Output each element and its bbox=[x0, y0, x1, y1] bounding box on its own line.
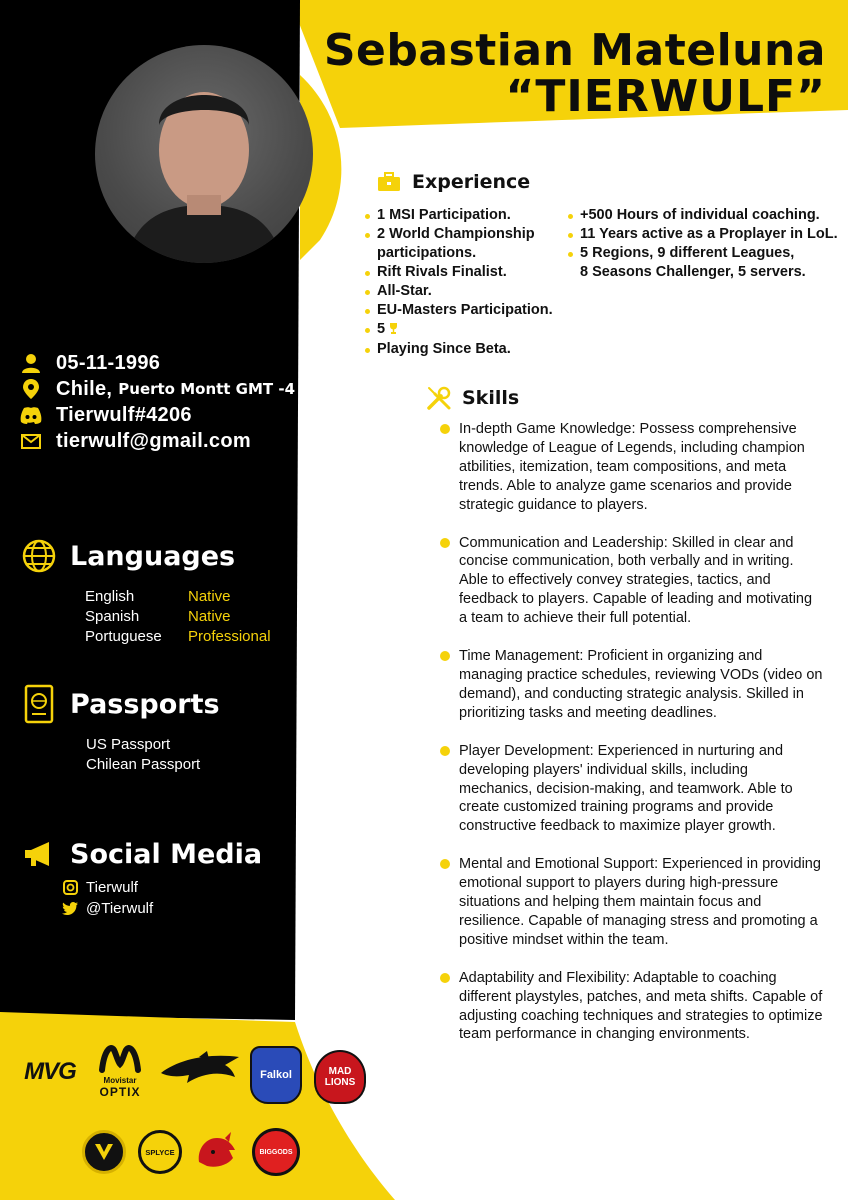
passports-heading bbox=[22, 686, 220, 722]
discord-row bbox=[20, 402, 295, 428]
list-item bbox=[85, 608, 271, 628]
trophy-icon bbox=[389, 321, 398, 340]
list-item: Time Management: Proficient in organizing and managing practice schedules, reviewing VODs (video on demand), and conducting strategic analysis. Skilled in prioritizing tasks and meeting deadlines. bbox=[438, 647, 823, 723]
email[interactable]: tierwulf@gmail.com bbox=[56, 429, 251, 452]
movistar-label: Movistar bbox=[103, 1075, 137, 1085]
social-heading bbox=[22, 836, 262, 872]
list-item bbox=[365, 320, 553, 340]
list-item: 1 MSI Participation. bbox=[365, 206, 553, 225]
language-level: Native bbox=[188, 608, 231, 625]
birthdate-row bbox=[20, 350, 295, 376]
tools-icon bbox=[426, 386, 452, 410]
languages-title: Languages bbox=[70, 540, 236, 572]
location-pin-icon bbox=[20, 378, 42, 400]
list-item: +500 Hours of individual coaching. bbox=[568, 206, 838, 225]
vodafone-giants-logo bbox=[82, 1130, 126, 1174]
instagram-icon bbox=[62, 880, 78, 896]
biggods-logo: BIGGODS bbox=[252, 1128, 300, 1176]
list-item: EU-Masters Participation. bbox=[365, 301, 553, 320]
experience-title: Experience bbox=[412, 171, 531, 193]
passports-title: Passports bbox=[70, 688, 220, 720]
list-item: US Passport bbox=[86, 736, 171, 753]
user-icon bbox=[20, 352, 42, 374]
list-item: 2 World Championship bbox=[365, 225, 553, 244]
list-item: 11 Years active as a Proplayer in LoL. bbox=[568, 225, 838, 244]
discord-handle[interactable]: Tierwulf#4206 bbox=[56, 403, 192, 426]
name-line-1: Sebastian Mateluna bbox=[323, 25, 826, 76]
list-item: Mental and Emotional Support: Experienced in providing emotional support to players during high-pressure situations and helping them maintain focus and resilience. Capable of managing stress and promoting a positive mindset within the team. bbox=[438, 855, 823, 950]
experience-heading bbox=[376, 170, 530, 194]
email-row bbox=[20, 428, 295, 454]
shark-logo bbox=[158, 1048, 242, 1094]
list-item-continuation: 8 Seasons Challenger, 5 servers. bbox=[580, 264, 806, 280]
trophy-count: 5 bbox=[377, 321, 386, 337]
lions-label: LIONS bbox=[324, 1077, 356, 1088]
instagram-row[interactable] bbox=[62, 877, 153, 898]
experience-column-2 bbox=[568, 206, 838, 282]
falkol-logo: Falkol bbox=[250, 1046, 302, 1104]
list-item: Communication and Leadership: Skilled in clear and concise communication, both verbally and in writing. Able to effectively convey strategies, tactics, and feedback to players. Capable of leading and motivating a team to achieve their full potential. bbox=[438, 534, 823, 629]
passport-icon bbox=[22, 686, 56, 722]
location: Chile, bbox=[56, 377, 113, 400]
avatar-silhouette bbox=[95, 45, 313, 263]
language-name: Portuguese bbox=[85, 628, 162, 645]
birthdate: 05-11-1996 bbox=[56, 351, 161, 374]
list-item: Rift Rivals Finalist. bbox=[365, 263, 553, 282]
mail-icon bbox=[20, 430, 42, 452]
languages-heading bbox=[22, 538, 235, 574]
language-level: Native bbox=[188, 588, 231, 605]
passports-list bbox=[86, 736, 200, 776]
list-item: All-Star. bbox=[365, 282, 553, 301]
list-item: Adaptability and Flexibility: Adaptable to coaching different playstyles, patches, and meta shifts. Capable of adjusting coaching techniques and strategies to optimize team performance in changing environments. bbox=[438, 969, 823, 1045]
social-list bbox=[62, 877, 153, 919]
list-item: Playing Since Beta. bbox=[365, 340, 553, 359]
mvg-logo: MVG bbox=[24, 1058, 76, 1085]
language-level: Professional bbox=[188, 628, 271, 645]
discord-icon bbox=[20, 404, 42, 426]
contact-info bbox=[20, 350, 295, 454]
megaphone-icon bbox=[22, 836, 56, 872]
mad-lions-logo bbox=[314, 1050, 366, 1104]
location-row bbox=[20, 376, 295, 402]
language-name: Spanish bbox=[85, 608, 140, 625]
page-title bbox=[323, 25, 826, 123]
optix-label: OPTIX bbox=[99, 1084, 141, 1099]
twitter-handle[interactable]: @Tierwulf bbox=[86, 900, 154, 917]
social-title: Social Media bbox=[70, 838, 263, 870]
avatar bbox=[95, 45, 313, 263]
list-item: In-depth Game Knowledge: Possess comprehensive knowledge of League of Legends, including champion atbilities, itemization, team compositions, and meta trends. Able to analyze game scenarios and provide strategic guidance to players. bbox=[438, 420, 823, 515]
language-name: English bbox=[85, 588, 135, 605]
movistar-optix-logo bbox=[92, 1030, 148, 1110]
briefcase-icon bbox=[376, 170, 402, 194]
skills-heading bbox=[426, 386, 519, 410]
instagram-handle[interactable]: Tierwulf bbox=[86, 879, 138, 896]
name-line-2: “TIERWULF” bbox=[505, 71, 826, 123]
list-item: 5 Regions, 9 different Leagues, bbox=[568, 244, 838, 263]
list-item bbox=[85, 588, 271, 608]
mad-label: MAD bbox=[328, 1066, 352, 1077]
list-item: Player Development: Experienced in nurturing and developing players' individual skills, including mechanics, decision-making, and teamwork. Able to create customized training programs and provide constructive feedback to maximize player growth. bbox=[438, 742, 823, 837]
splyce-logo: SPLYCE bbox=[138, 1130, 182, 1174]
skills-title: Skills bbox=[462, 387, 520, 409]
list-item: Chilean Passport bbox=[86, 756, 201, 773]
list-item bbox=[85, 628, 271, 648]
twitter-icon bbox=[62, 901, 78, 917]
rhino-logo bbox=[194, 1130, 240, 1174]
globe-icon bbox=[22, 538, 56, 574]
skills-list bbox=[438, 420, 823, 1063]
experience-column-1 bbox=[365, 206, 553, 359]
languages-list bbox=[85, 588, 271, 648]
location-detail: Puerto Montt GMT -4 bbox=[118, 380, 296, 398]
twitter-row[interactable] bbox=[62, 898, 153, 919]
team-logos bbox=[0, 1030, 380, 1200]
list-item-continuation: participations. bbox=[377, 245, 477, 261]
